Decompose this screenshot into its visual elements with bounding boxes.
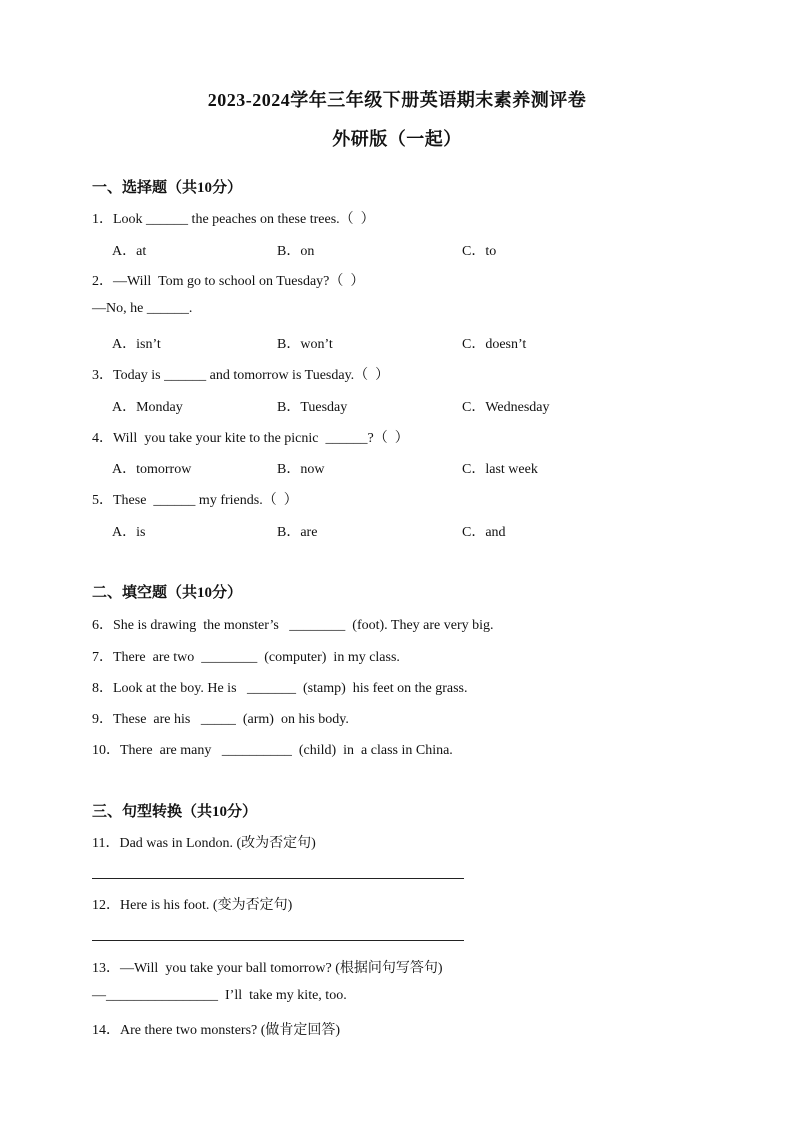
- section-title-transform: 三、句型转换（共10分）: [92, 804, 258, 820]
- question-11: 11．Dad was in London. (改为否定句): [92, 836, 316, 851]
- option-a[interactable]: A．isn’t: [112, 337, 161, 352]
- question-4: 4．Will you take your kite to the picnic ______?（ ）: [92, 431, 409, 446]
- question-10: 10．There are many __________ (child) in a class in China.: [92, 743, 453, 758]
- answer-line-11[interactable]: [92, 878, 464, 879]
- option-a[interactable]: A．Monday: [112, 400, 183, 415]
- option-b[interactable]: B．on: [277, 244, 315, 259]
- question-4-options: [112, 458, 712, 478]
- question-1: 1．Look ______ the peaches on these trees.（ ）: [92, 212, 375, 227]
- question-2: 2．—Will Tom go to school on Tuesday?（ ）: [92, 274, 365, 289]
- option-c[interactable]: C．to: [462, 244, 497, 259]
- option-c[interactable]: C．last week: [462, 462, 538, 477]
- section-title-fill: 二、填空题（共10分）: [92, 585, 243, 601]
- question-9: 9．These are his _____ (arm) on his body.: [92, 712, 349, 727]
- option-c[interactable]: C．Wednesday: [462, 400, 550, 415]
- question-13: 13．—Will you take your ball tomorrow? (根据问句写答句): [92, 961, 443, 976]
- option-a[interactable]: A．at: [112, 244, 147, 259]
- option-b[interactable]: B．are: [277, 525, 318, 540]
- answer-line-12[interactable]: [92, 940, 464, 941]
- question-5: 5．These ______ my friends.（ ）: [92, 493, 298, 508]
- question-6: 6．She is drawing the monster’s ________ (foot). They are very big.: [92, 618, 494, 633]
- question-5-options: [112, 521, 712, 541]
- option-b[interactable]: B．won’t: [277, 337, 333, 352]
- option-b[interactable]: B．Tuesday: [277, 400, 348, 415]
- question-13-answer: —________________ I’ll take my kite, too.: [92, 988, 347, 1003]
- question-14: 14．Are there two monsters? (做肯定回答): [92, 1023, 341, 1038]
- question-2-line2: —No, he ______.: [92, 301, 193, 316]
- question-7: 7．There are two ________ (computer) in my class.: [92, 650, 400, 665]
- option-a[interactable]: A．is: [112, 525, 146, 540]
- page-subtitle: 外研版（一起）: [332, 129, 462, 149]
- option-c[interactable]: C．doesn’t: [462, 337, 527, 352]
- question-2-options: [112, 333, 712, 353]
- question-8: 8．Look at the boy. He is _______ (stamp) his feet on the grass.: [92, 681, 468, 696]
- page-title: 2023-2024学年三年级下册英语期末素养测评卷: [207, 90, 587, 110]
- question-3: 3．Today is ______ and tomorrow is Tuesday.（ ）: [92, 368, 390, 383]
- option-c[interactable]: C．and: [462, 525, 506, 540]
- question-1-options: [112, 240, 712, 260]
- option-a[interactable]: A．tomorrow: [112, 462, 192, 477]
- question-3-options: [112, 396, 712, 416]
- section-title-choice: 一、选择题（共10分）: [92, 180, 243, 196]
- option-b[interactable]: B．now: [277, 462, 325, 477]
- question-12: 12．Here is his foot. (变为否定句): [92, 898, 293, 913]
